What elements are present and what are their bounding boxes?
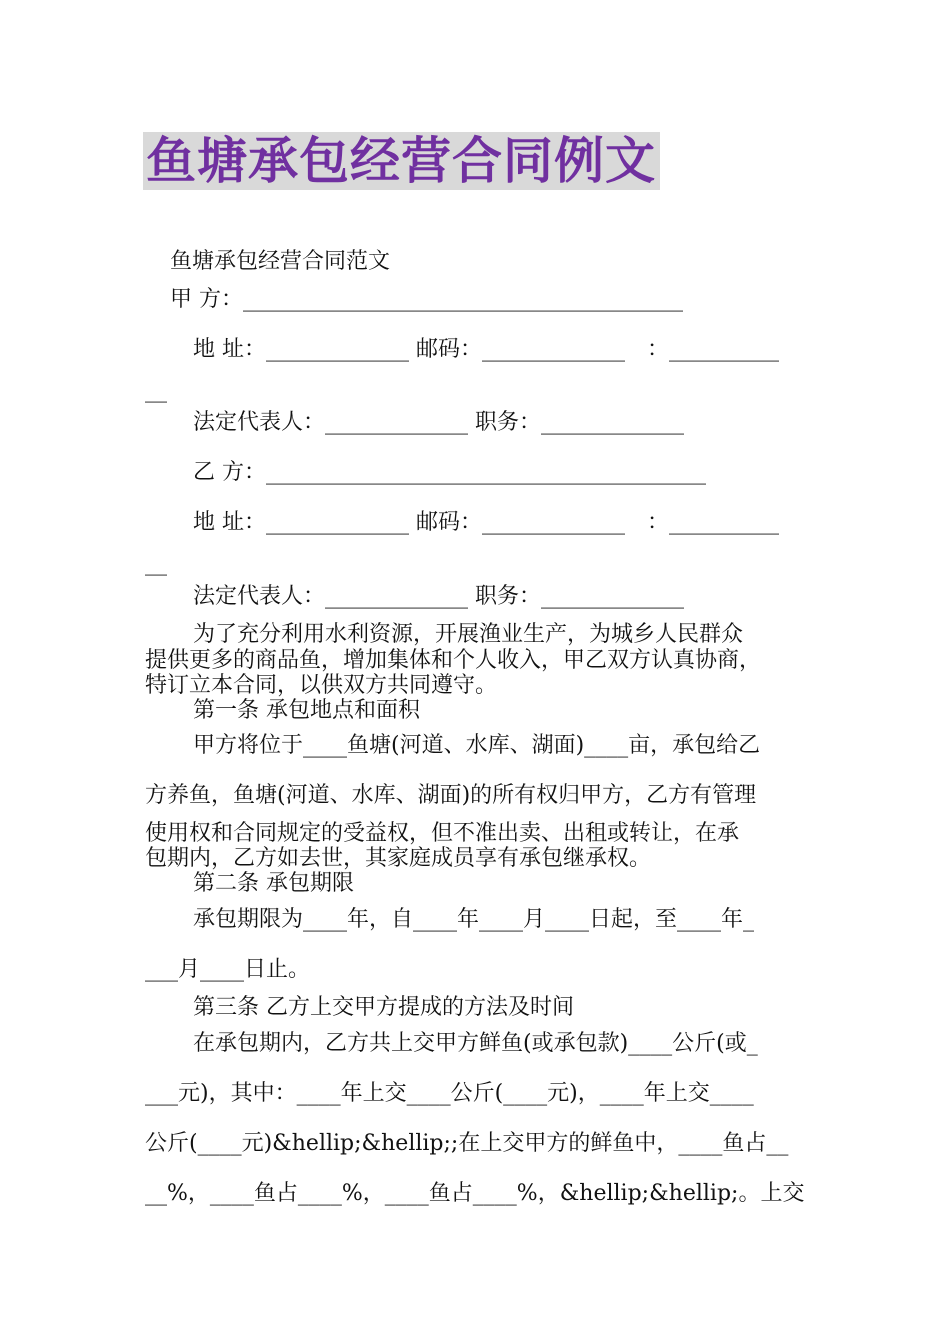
contract-heading: 鱼塘承包经营合同范文 bbox=[170, 249, 391, 274]
article-3-line-2: ___元)，其中：____年上交____公斤(____元)，____年上交____ bbox=[145, 1081, 754, 1106]
preamble-line-3: 特订立本合同，以供双方共同遵守。 bbox=[145, 673, 498, 698]
article-2-heading: 第二条 承包期限 bbox=[193, 871, 354, 896]
party-b-address-cont: __ bbox=[145, 551, 167, 576]
party-b-representative-line: 法定代表人：_____________ 职务：_____________ bbox=[193, 584, 684, 609]
article-1-line-3: 使用权和合同规定的受益权，但不准出卖、出租或转让，在承 bbox=[145, 821, 740, 846]
article-2-line-1: 承包期限为____年，自____年____月____日起，至____年_ bbox=[193, 907, 755, 932]
preamble-line-1: 为了充分利用水利资源，开展渔业生产，为城乡人民群众 bbox=[193, 622, 744, 647]
article-1-line-1: 甲方将位于____鱼塘(河道、水库、湖面)____亩，承包给乙 bbox=[193, 733, 761, 758]
party-b-line: 乙 方：________________________________________ bbox=[193, 460, 706, 485]
party-a-line: 甲 方：________________________________________ bbox=[170, 287, 683, 312]
article-3-line-3: 公斤(____元)&hellip;&hellip;;在上交甲方的鲜鱼中，____鱼占__ bbox=[145, 1131, 789, 1156]
article-1-line-4: 包期内，乙方如去世，其家庭成员享有承包继承权。 bbox=[145, 846, 652, 871]
article-3-line-1: 在承包期内，乙方共上交甲方鲜鱼(或承包款)____公斤(或_ bbox=[193, 1031, 758, 1056]
article-3-heading: 第三条 乙方上交甲方提成的方法及时间 bbox=[193, 995, 574, 1020]
article-2-line-2: ___月____日止。 bbox=[145, 957, 311, 982]
party-a-address-cont: __ bbox=[145, 378, 167, 403]
party-a-representative-line: 法定代表人：_____________ 职务：_____________ bbox=[193, 410, 684, 435]
article-1-line-2: 方养鱼，鱼塘(河道、水库、湖面)的所有权归甲方，乙方有管理 bbox=[145, 783, 757, 808]
document-title: 鱼塘承包经营合同例文 bbox=[143, 132, 660, 190]
preamble-line-2: 提供更多的商品鱼，增加集体和个人收入，甲乙双方认真协商， bbox=[145, 648, 762, 673]
party-b-address-line: 地 址：_____________ 邮码：_____________ ：__________ bbox=[193, 510, 779, 535]
article-3-line-4: __%，____鱼占____%，____鱼占____%，&hellip;&hellip;。上交 bbox=[145, 1181, 805, 1206]
party-a-address-line: 地 址：_____________ 邮码：_____________ ：__________ bbox=[193, 337, 779, 362]
article-1-heading: 第一条 承包地点和面积 bbox=[193, 698, 420, 723]
